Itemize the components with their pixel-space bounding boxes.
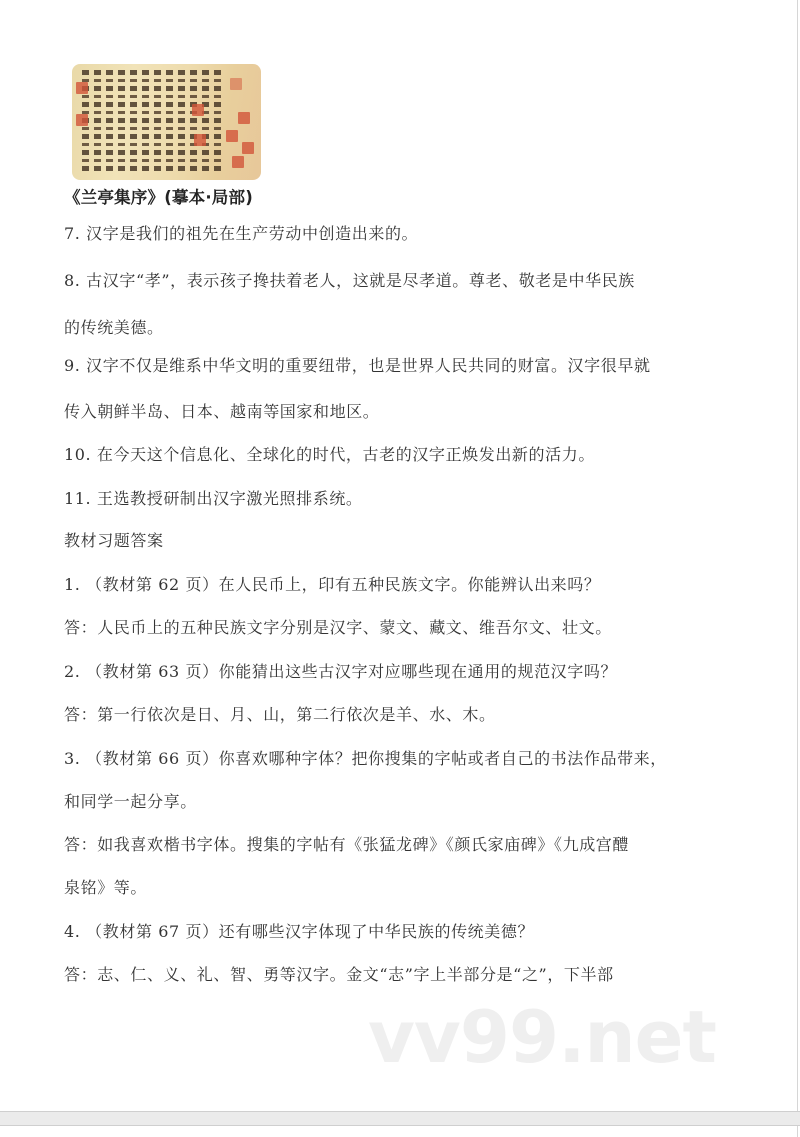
text-line: 和同学一起分享。 [64,792,197,811]
text-line: 9. 汉字不仅是维系中华文明的重要纽带，也是世界人民共同的财富。汉字很早就 [64,356,651,375]
page-separator [0,1111,800,1126]
figure-caption: 《兰亭集序》(摹本·局部) [64,188,253,207]
text-line: 答：如我喜欢楷书字体。搜集的字帖有《张猛龙碑》《颜氏家庙碑》《九成宫醴 [64,835,630,854]
text-line: 3. （教材第 66 页）你喜欢哪种字体？把你搜集的字帖或者自己的书法作品带来， [64,749,667,768]
text-line: 的传统美德。 [64,318,164,337]
text-line: 11. 王选教授研制出汉字激光照排系统。 [64,489,363,508]
text-line: 泉铭》等。 [64,878,148,897]
text-line: 2. （教材第 63 页）你能猜出这些古汉字对应哪些现在通用的规范汉字吗？ [64,662,618,681]
text-line: 答：人民币上的五种民族文字分别是汉字、蒙文、藏文、维吾尔文、壮文。 [64,618,612,637]
next-page-top [0,1126,798,1137]
text-line: 答：志、仁、义、礼、智、勇等汉字。金文“志”字上半部分是“之”，下半部 [64,965,614,984]
text-line: 1. （教材第 62 页）在人民币上，印有五种民族文字。你能辨认出来吗？ [64,575,601,594]
calligraphy-image [72,64,261,180]
text-line: 答：第一行依次是日、月、山，第二行依次是羊、水、木。 [64,705,496,724]
text-line: 教材习题答案 [64,531,164,550]
text-line: 10. 在今天这个信息化、全球化的时代，古老的汉字正焕发出新的活力。 [64,445,595,464]
watermark: vv99.net [368,995,716,1079]
text-line: 4. （教材第 67 页）还有哪些汉字体现了中华民族的传统美德？ [64,922,535,941]
text-line: 传入朝鲜半岛、日本、越南等国家和地区。 [64,402,380,421]
text-line: 7. 汉字是我们的祖先在生产劳动中创造出来的。 [64,224,419,243]
text-line: 8. 古汉字“孝”，表示孩子搀扶着老人，这就是尽孝道。尊老、敬老是中华民族 [64,271,635,290]
